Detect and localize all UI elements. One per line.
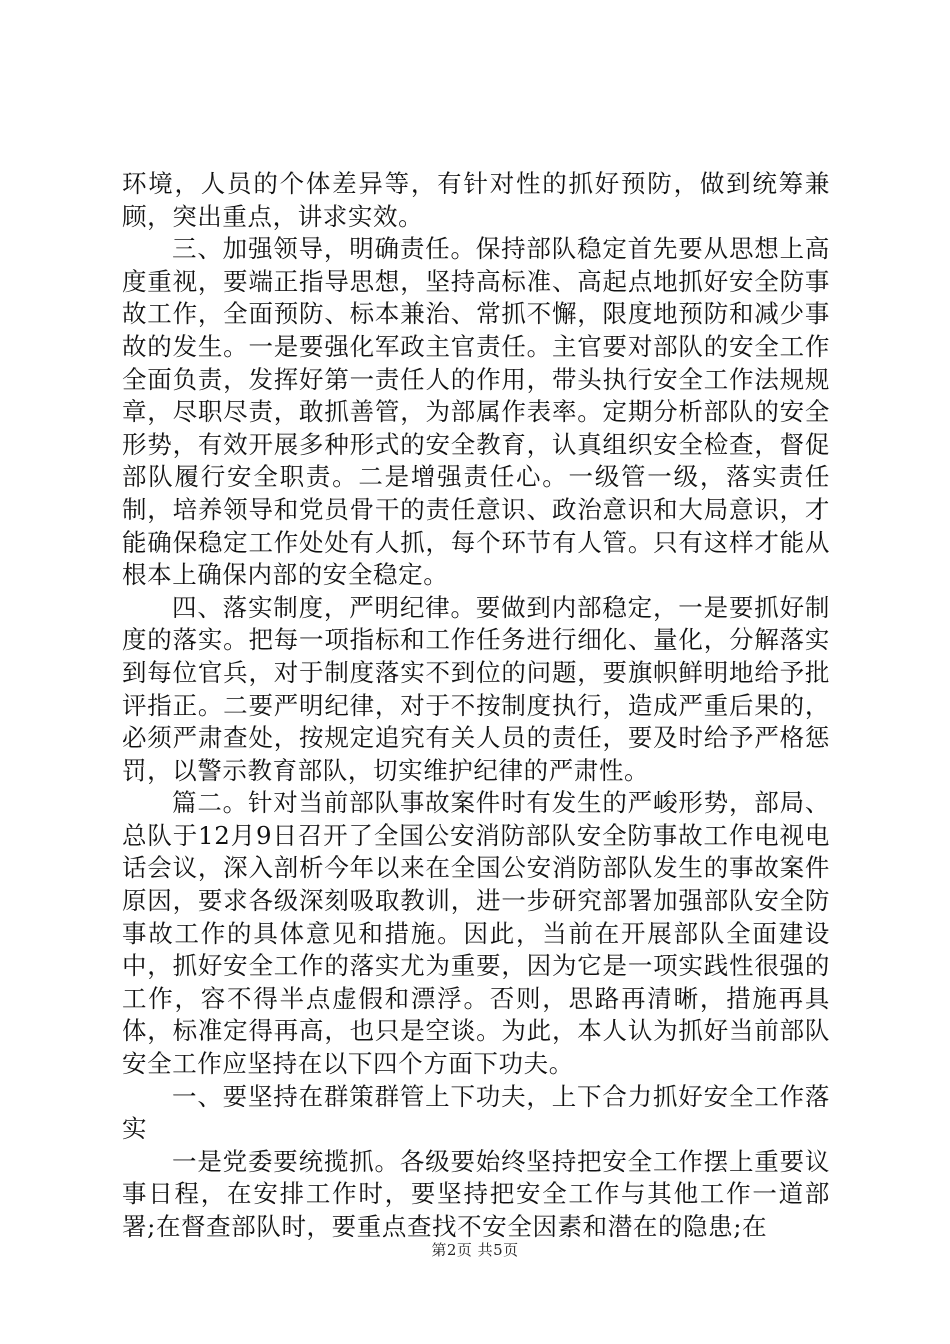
paragraph-part-two: 篇二。针对当前部队事故案件时有发生的严峻形势，部局、总队于12月9日召开了全国公安消防部队安全防事故工作电视电话会议，深入剖析今年以来在全国公安消防部队发生的事故案件原因，要求各级深刻吸取教训，进一步研究部署加强部队安全防事故工作的具体意见和措施。因此，当前在开展部队全面建设中，抓好安全工作的落实尤为重要，因为它是一项实践性很强的工作，容不得半点虚假和漂浮。否则，思路再清晰，措施再具体，标准定得再高，也只是空谈。为此，本人认为抓好当前部队安全工作应坚持在以下四个方面下功夫。: [122, 788, 830, 1079]
paragraph-section-four: 四、落实制度，严明纪律。要做到内部稳定，一是要抓好制度的落实。把每一项指标和工作任务进行细化、量化，分解落实到每位官兵，对于制度落实不到位的问题，要旗帜鲜明地给予批评指正。二要严明纪律，对于不按制度执行，造成严重后果的，必须严肃查处，按规定追究有关人员的责任，要及时给予严格惩罚，以警示教育部队，切实维护纪律的严肃性。: [122, 592, 830, 785]
paragraph: 一是党委要统揽抓。各级要始终坚持把安全工作摆上重要议事日程，在安排工作时，要坚持把安全工作与其他工作一道部署;在督查部队时，要重点查找不安全因素和潜在的隐患;在: [122, 1146, 830, 1241]
page-footer: 第2页 共5页: [431, 1241, 519, 1259]
paragraph-heading-one: 一、要坚持在群策群管上下功夫，上下合力抓好安全工作落实: [122, 1081, 830, 1144]
paragraph-section-three: 三、加强领导，明确责任。保持部队稳定首先要从思想上高度重视，要端正指导思想，坚持高标准、高起点地抓好安全防事故工作，全面预防、标本兼治、常抓不懈，限度地预防和减少事故的发生。一是要强化军政主官责任。主官要对部队的安全工作全面负责，发挥好第一责任人的作用，带头执行安全工作法规规章，尽职尽责，敢抓善管，为部属作表率。定期分析部队的安全形势，有效开展多种形式的安全教育，认真组织安全检查，督促部队履行安全职责。二是增强责任心。一级管一级，落实责任制，培养领导和党员骨干的责任意识、政治意识和大局意识，才能确保稳定工作处处有人抓，每个环节有人管。只有这样才能从根本上确保内部的安全稳定。: [122, 234, 830, 590]
document-body: [122, 168, 830, 1244]
paragraph: 环境，人员的个体差异等，有针对性的抓好预防，做到统筹兼顾，突出重点，讲求实效。: [122, 169, 830, 231]
